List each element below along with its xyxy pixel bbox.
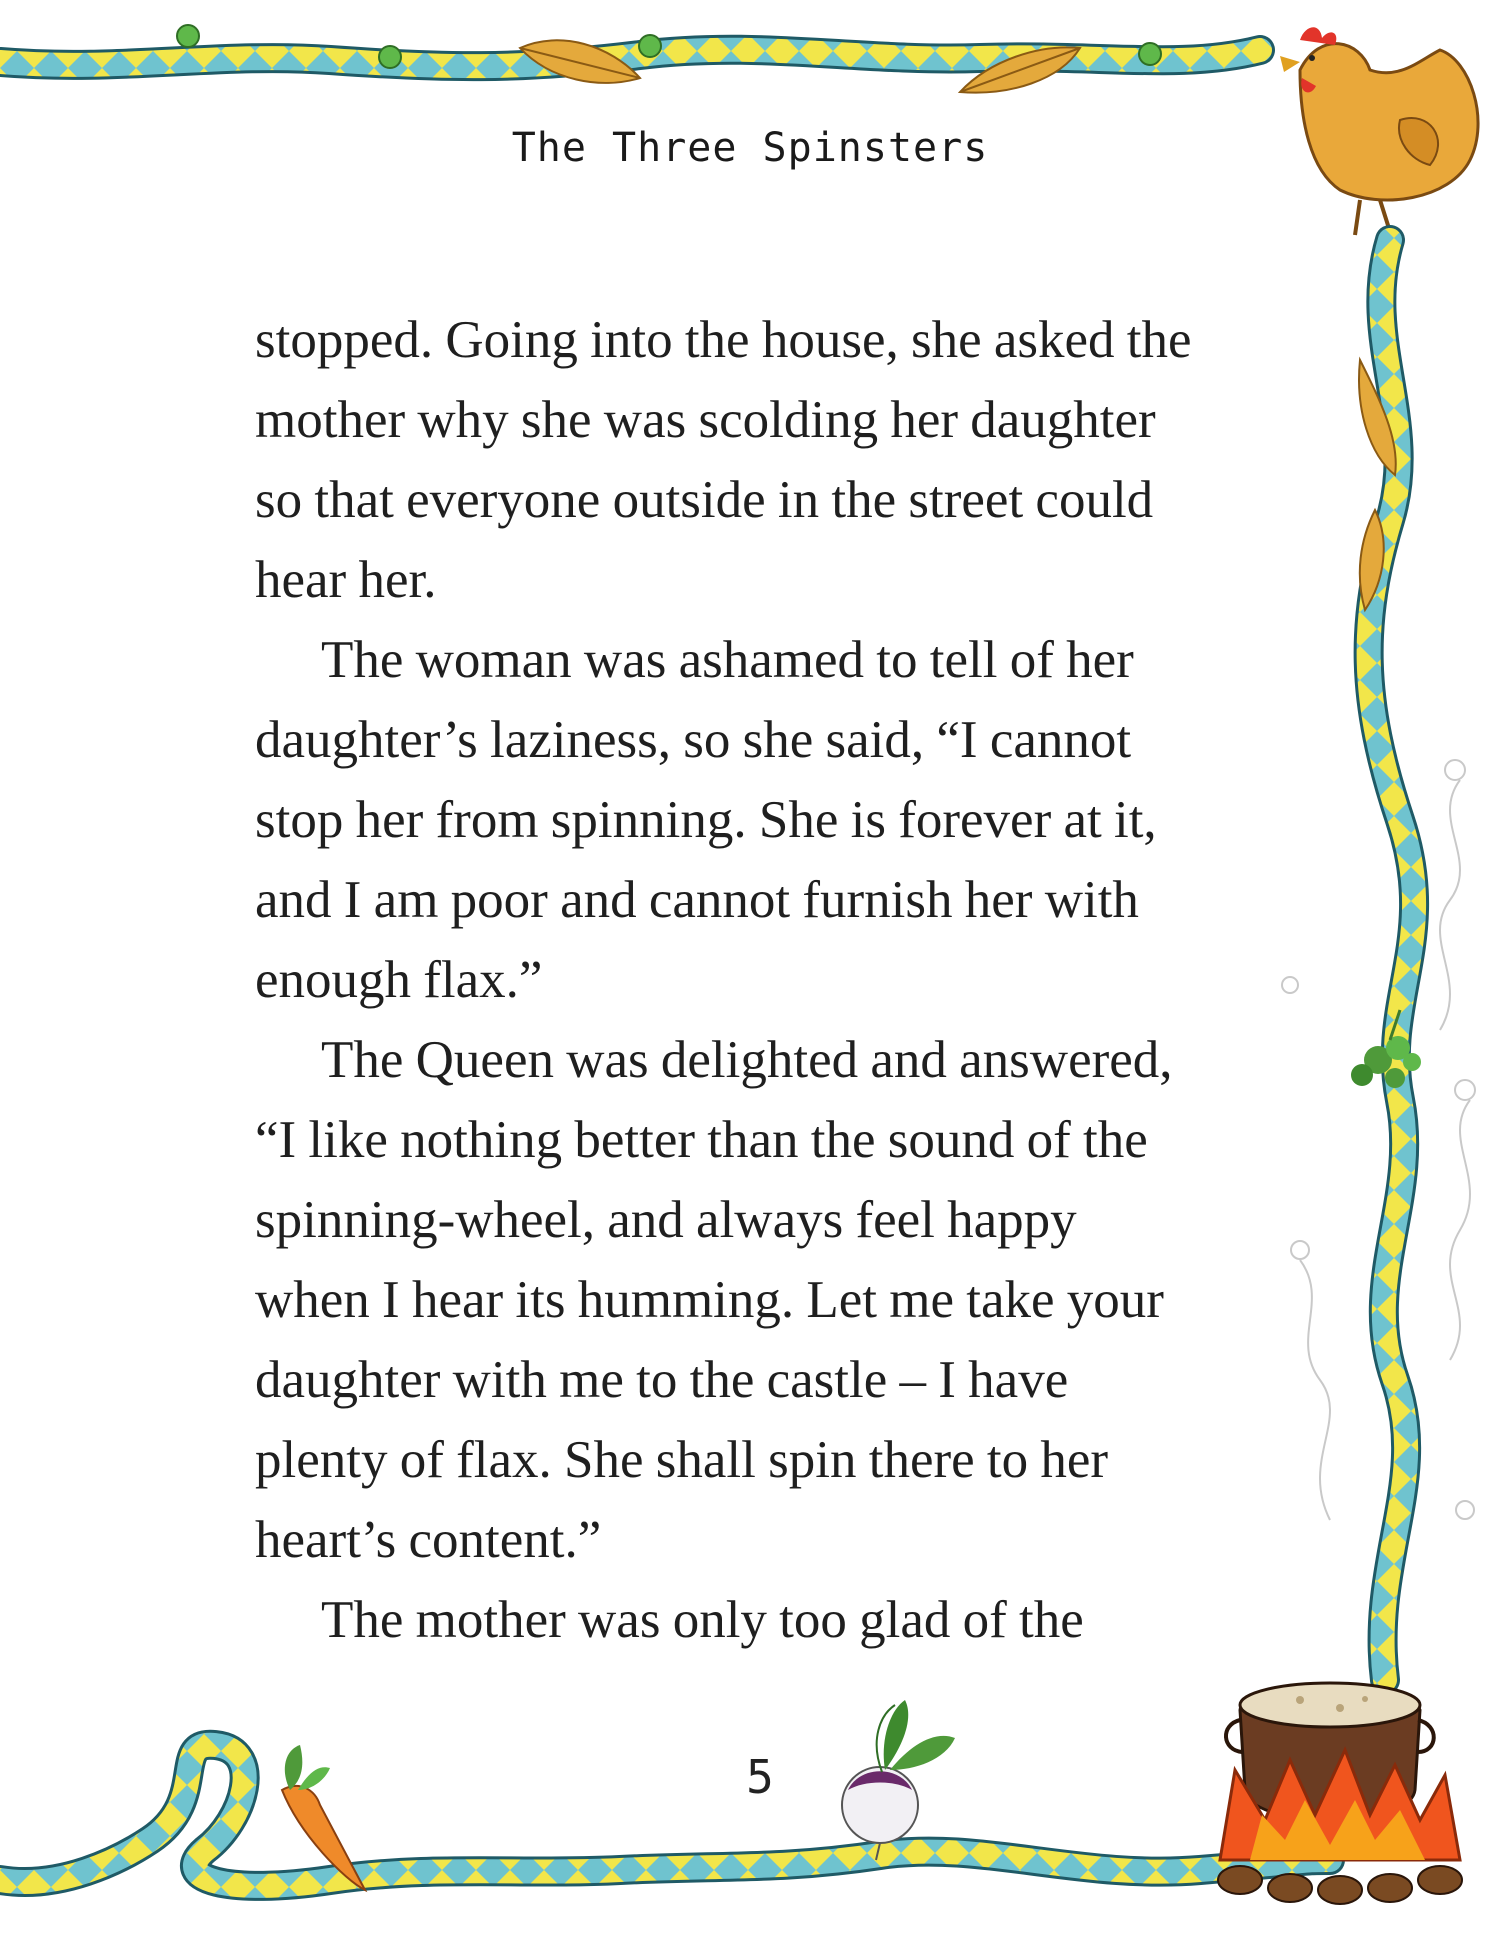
text-line: stopped. Going into the house, she asked the xyxy=(255,311,1192,369)
page-number: 5 xyxy=(746,1750,774,1804)
running-head: The Three Spinsters xyxy=(511,125,989,171)
text-line: mother why she was scolding her daughter xyxy=(255,391,1156,449)
hen-icon xyxy=(1280,27,1478,238)
text-line: when I hear its humming. Let me take your xyxy=(255,1271,1164,1329)
text-line: daughter’s laziness, so she said, “I cannot xyxy=(255,711,1132,769)
paragraph xyxy=(255,1020,1255,1580)
text-line: and I am poor and cannot furnish her with xyxy=(255,871,1139,929)
turnip-icon xyxy=(842,1700,955,1860)
paragraph xyxy=(255,300,1255,620)
story-text xyxy=(255,300,1255,1660)
steam-icon xyxy=(1282,760,1475,1520)
text-line: enough flax.” xyxy=(255,951,543,1009)
bottom-ribbon xyxy=(0,1745,1330,1886)
text-line: daughter with me to the castle – I have xyxy=(255,1351,1069,1409)
paragraph xyxy=(255,1580,1255,1660)
text-line: hear her. xyxy=(255,551,437,609)
text-line: “I like nothing better than the sound of the xyxy=(255,1111,1148,1169)
text-line: The woman was ashamed to tell of her xyxy=(321,631,1134,689)
text-line: plenty of flax. She shall spin there to her xyxy=(255,1431,1109,1489)
paragraph xyxy=(255,620,1255,1020)
text-line: so that everyone outside in the street could xyxy=(255,471,1154,529)
text-line: The mother was only too glad of the xyxy=(321,1591,1084,1649)
text-line: stop her from spinning. She is forever at it, xyxy=(255,791,1157,849)
text-line: heart’s content.” xyxy=(255,1511,602,1569)
text-line: spinning-wheel, and always feel happy xyxy=(255,1191,1077,1249)
text-line: The Queen was delighted and answered, xyxy=(321,1031,1173,1089)
